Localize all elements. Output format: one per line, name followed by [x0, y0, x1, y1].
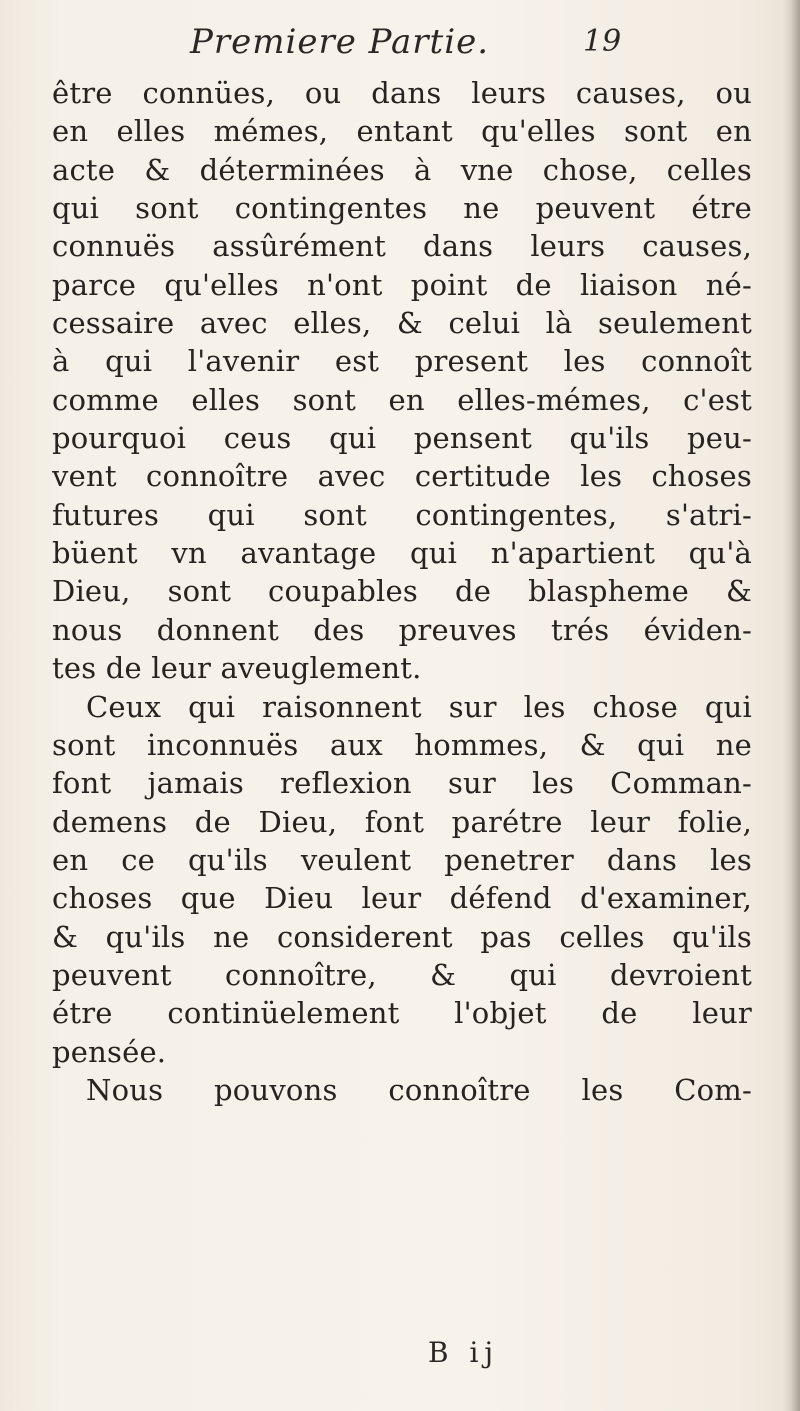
body-text	[52, 74, 752, 1109]
text-line: peuvent connoître, & qui devroient	[52, 957, 752, 992]
paragraph-start-line: Nous pouvons connoître les Com-	[86, 1072, 752, 1107]
text-line: font jamais reflexion sur les Comman-	[52, 766, 752, 801]
text-line: acte & déterminées à vne chose, celles	[52, 152, 752, 187]
text-line: nous donnent des preuves trés éviden-	[52, 612, 752, 647]
text-line: en ce qu'ils veulent penetrer dans les	[52, 842, 752, 877]
page-header	[0, 22, 800, 66]
paragraph-end-line: tes de leur aveuglement.	[52, 651, 422, 686]
running-title: Premiere Partie.	[190, 22, 490, 62]
paragraph-start-line: Ceux qui raisonnent sur les chose qui	[86, 689, 752, 724]
text-line: cessaire avec elles, & celui là seulement	[52, 306, 752, 341]
text-line: pourquoi ceus qui pensent qu'ils peu-	[52, 421, 752, 456]
page-number: 19	[583, 24, 622, 59]
text-line: étre continüelement l'objet de leur	[52, 996, 752, 1031]
text-line: comme elles sont en elles-mémes, c'est	[52, 382, 752, 417]
signature-mark: B ij	[428, 1336, 500, 1369]
text-line: futures qui sont contingentes, s'atri-	[52, 497, 752, 532]
page-edge-shadow	[782, 0, 800, 1411]
text-line: qui sont contingentes ne peuvent étre	[52, 191, 752, 226]
text-line: en elles mémes, entant qu'elles sont en	[52, 114, 752, 149]
text-line: choses que Dieu leur défend d'examiner,	[52, 881, 752, 916]
text-line: demens de Dieu, font parétre leur folie,	[52, 804, 752, 839]
text-line: sont inconnuës aux hommes, & qui ne	[52, 727, 752, 762]
text-line: connuës assûrément dans leurs causes,	[52, 229, 752, 264]
text-line: vent connoître avec certitude les choses	[52, 459, 752, 494]
text-line: à qui l'avenir est present les connoît	[52, 344, 752, 379]
text-line: parce qu'elles n'ont point de liaison né-	[52, 267, 752, 302]
text-line: & qu'ils ne considerent pas celles qu'ils	[52, 919, 752, 954]
text-line: büent vn avantage qui n'apartient qu'à	[52, 536, 752, 571]
text-line: être connües, ou dans leurs causes, ou	[52, 76, 752, 110]
text-line: Dieu, sont coupables de blaspheme &	[52, 574, 752, 609]
paragraph-end-line: pensée.	[52, 1034, 167, 1069]
